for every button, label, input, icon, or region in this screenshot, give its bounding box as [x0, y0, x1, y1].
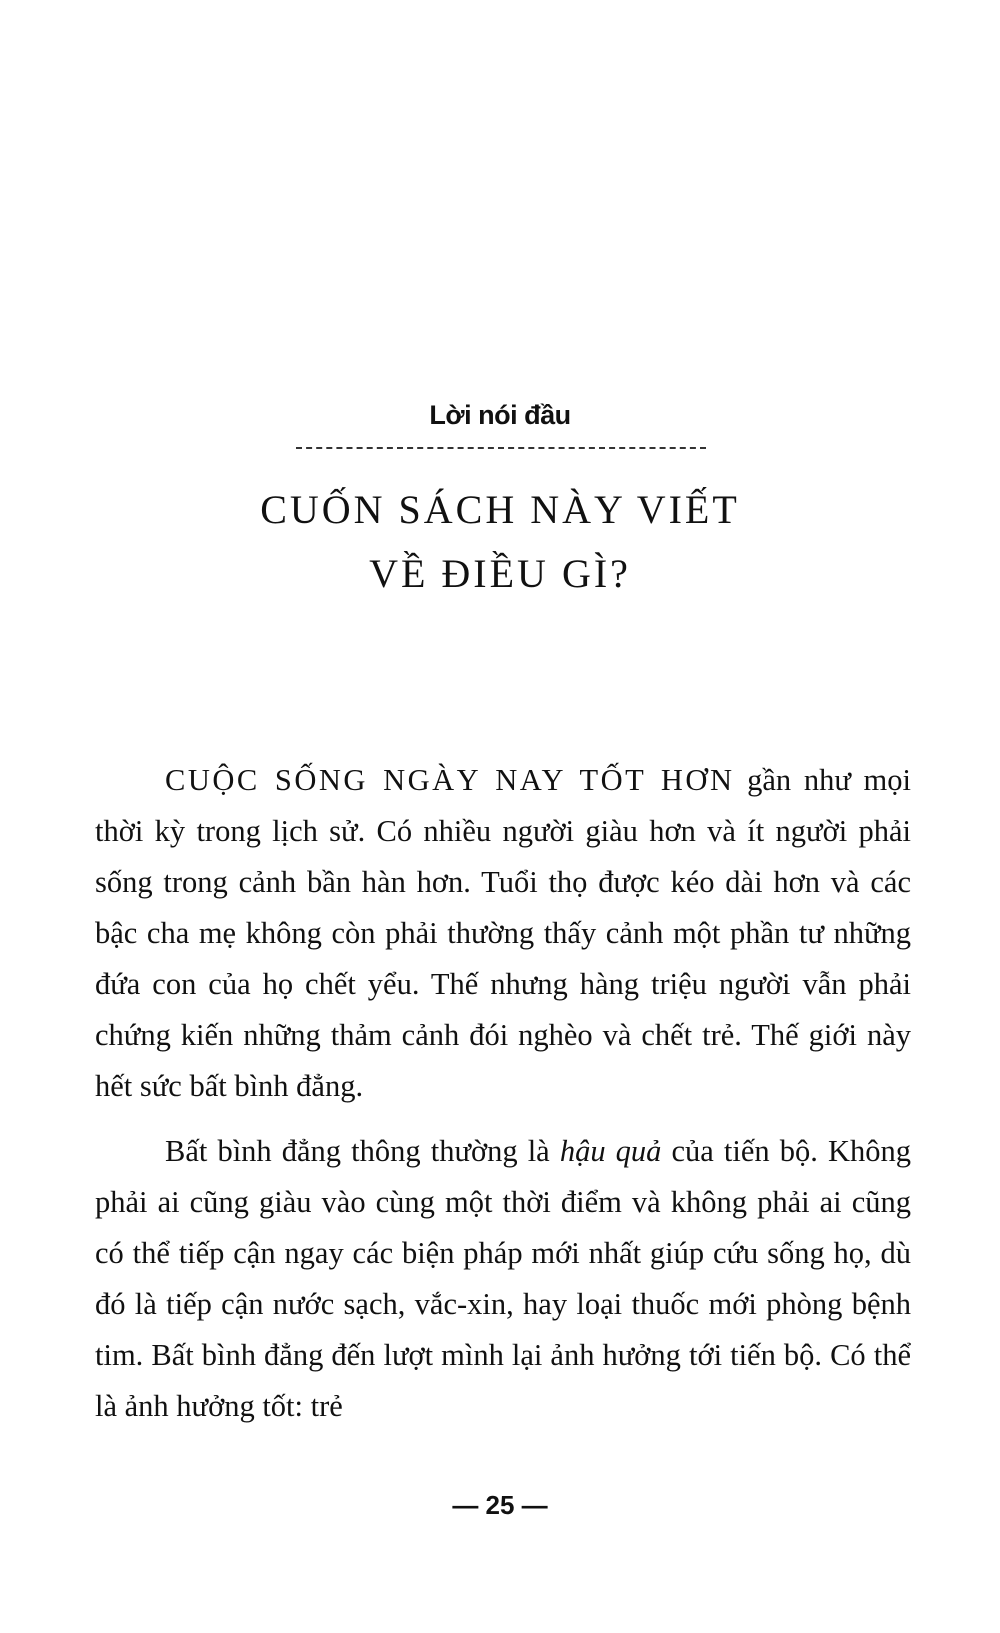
paragraph-1: [95, 755, 911, 1112]
paragraph-2-text-before: Bất bình đẳng thông thường là: [165, 1134, 560, 1168]
chapter-title: [0, 478, 1000, 606]
paragraph-1-text: gần như mọi thời kỳ trong lịch sử. Có nhiều người giàu hơn và ít người phải sống trong cảnh bần hàn hơn. Tuổi thọ được kéo dài hơn và các bậc cha mẹ không còn phải thường thấy cảnh một phần tư những đứa con của họ chết yểu. Thế nhưng hàng triệu người vẫn phải chứng kiến những thảm cảnh đói nghèo và chết trẻ. Thế giới này hết sức bất bình đẳng.: [95, 763, 911, 1103]
paragraph-lead-caps: CUỘC SỐNG NGÀY NAY TỐT HƠN: [165, 763, 735, 797]
paragraph-2: [95, 1126, 911, 1432]
paragraph-2-emphasis: hậu quả: [559, 1134, 662, 1168]
chapter-title-line-2: VỀ ĐIỀU GÌ?: [369, 551, 631, 596]
chapter-title-line-1: CUỐN SÁCH NÀY VIẾT: [260, 487, 740, 532]
page-number: — 25 —: [452, 1490, 548, 1520]
dashed-divider: [296, 447, 706, 449]
paragraph-2-text-after: của tiến bộ. Không phải ai cũng giàu vào cùng một thời điểm và không phải ai cũng có thể tiếp cận ngay các biện pháp mới nhất giúp cứu sống họ, dù đó là tiếp cận nước sạch, vắc-xin, hay loại thuốc mới phòng bệnh tim. Bất bình đẳng đến lượt mình lại ảnh hưởng tới tiến bộ. Có thể là ảnh hưởng tốt: trẻ: [95, 1134, 912, 1423]
body-text: [95, 755, 911, 1432]
section-label: Lời nói đầu: [429, 400, 571, 430]
